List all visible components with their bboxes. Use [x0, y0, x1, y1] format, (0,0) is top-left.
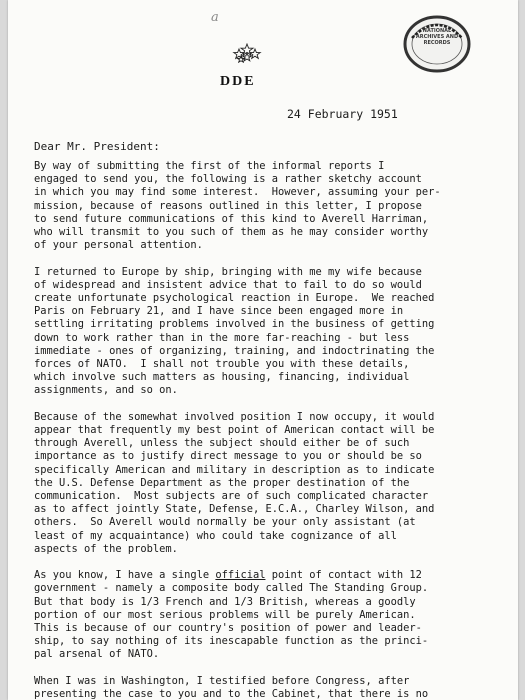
paragraph-1 — [34, 160, 512, 252]
text-line: specifically American and military in description as to indicate — [34, 463, 435, 476]
text-line: government - namely a composite body called The Standing Group. — [34, 582, 429, 595]
stamp-line: NATIONAL — [422, 28, 452, 34]
text-line: pal arsenal of NATO. — [34, 648, 160, 661]
text-line: others. So Averell would normally be your only assistant (at — [34, 516, 416, 529]
text-segment: point of contact with 12 — [265, 569, 422, 582]
text-line: to send future communications of this kind to Averell Harriman, — [34, 212, 429, 225]
dde-monogram: DDE — [220, 74, 256, 89]
text-line: Paris on February 21, and I have since been engaged more in — [34, 305, 404, 318]
text-line: By way of submitting the first of the informal reports I — [34, 160, 385, 172]
stamp-text — [412, 28, 462, 46]
text-line: the U.S. Defense Department as the proper destination of the — [34, 476, 410, 489]
text-line: mission, because of reasons outlined in this letter, I propose — [34, 199, 422, 212]
paragraph-5 — [34, 675, 512, 700]
text-line: least of my acquaintance) who could take cognizance of all — [34, 529, 397, 542]
text-line: Because of the somewhat involved position I now occupy, it would — [34, 410, 435, 423]
stamp-line: ARCHIVES AND — [415, 34, 459, 40]
paragraph-4 — [34, 569, 512, 661]
text-line: through Averell, unless the subject should either be of such — [34, 437, 410, 450]
text-line: aspects of the problem. — [34, 542, 178, 555]
text-line: presenting the case to you and to the Cabinet, that there is no — [34, 688, 429, 700]
text-line: ship, to say nothing of its inescapable function as the princi- — [34, 635, 429, 648]
text-line: which involve such matters as housing, financing, individual — [34, 371, 410, 384]
text-line: down to work rather than in the more far-reaching - but less — [34, 331, 410, 344]
text-line: I returned to Europe by ship, bringing with me my wife because — [34, 265, 422, 278]
text-line: as to affect jointly State, Defense, E.C.A., Charley Wilson, and — [34, 503, 435, 516]
stamp-line: RECORDS — [423, 40, 451, 46]
paragraph-3 — [34, 411, 512, 556]
text-line: portion of our most serious problems will be purely American. — [34, 608, 416, 621]
text-line: appear that frequently my best point of American contact will be — [34, 424, 435, 437]
text-line: forces of NATO. I shall not trouble you with these details, — [34, 358, 410, 371]
text-segment: As you know, I have a single — [34, 569, 216, 582]
letter-date: 24 February 1951 — [287, 107, 398, 121]
pencil-mark: a — [211, 10, 219, 25]
text-line: But that body is 1/3 French and 1/3 British, whereas a goodly — [34, 595, 416, 608]
salutation: Dear Mr. President: — [34, 140, 160, 153]
text-line — [34, 569, 512, 582]
text-line: of widespread and insistent advice that to fail to do so would — [34, 278, 422, 291]
paragraph-2 — [34, 266, 512, 398]
letter-body — [34, 160, 512, 700]
text-line: who will transmit to you such of them as he may consider worthy — [34, 226, 429, 239]
text-line: in which you may find some interest. However, assuming your per- — [34, 186, 441, 199]
letter-page — [8, 0, 518, 700]
text-line: create unfortunate psychological reaction in Europe. We reached — [34, 292, 435, 305]
text-line: engaged to send you, the following is a rather sketchy account — [34, 173, 422, 186]
text-line: When I was in Washington, I testified before Congress, after — [34, 674, 410, 687]
text-line: communication. Most subjects are of such complicated character — [34, 490, 429, 503]
underlined-word: official — [215, 569, 266, 582]
text-line: assignments, and so on. — [34, 384, 178, 397]
text-line: of your personal attention. — [34, 239, 203, 252]
text-line: settling irritating problems involved in the business of getting — [34, 318, 435, 331]
text-line: This is because of our country's position of power and leader- — [34, 622, 422, 635]
text-line: importance as to justify direct message to you or should be so — [34, 450, 422, 463]
five-star-insignia-icon — [230, 43, 264, 63]
text-line: immediate - ones of organizing, training, and indoctrinating the — [34, 344, 435, 357]
